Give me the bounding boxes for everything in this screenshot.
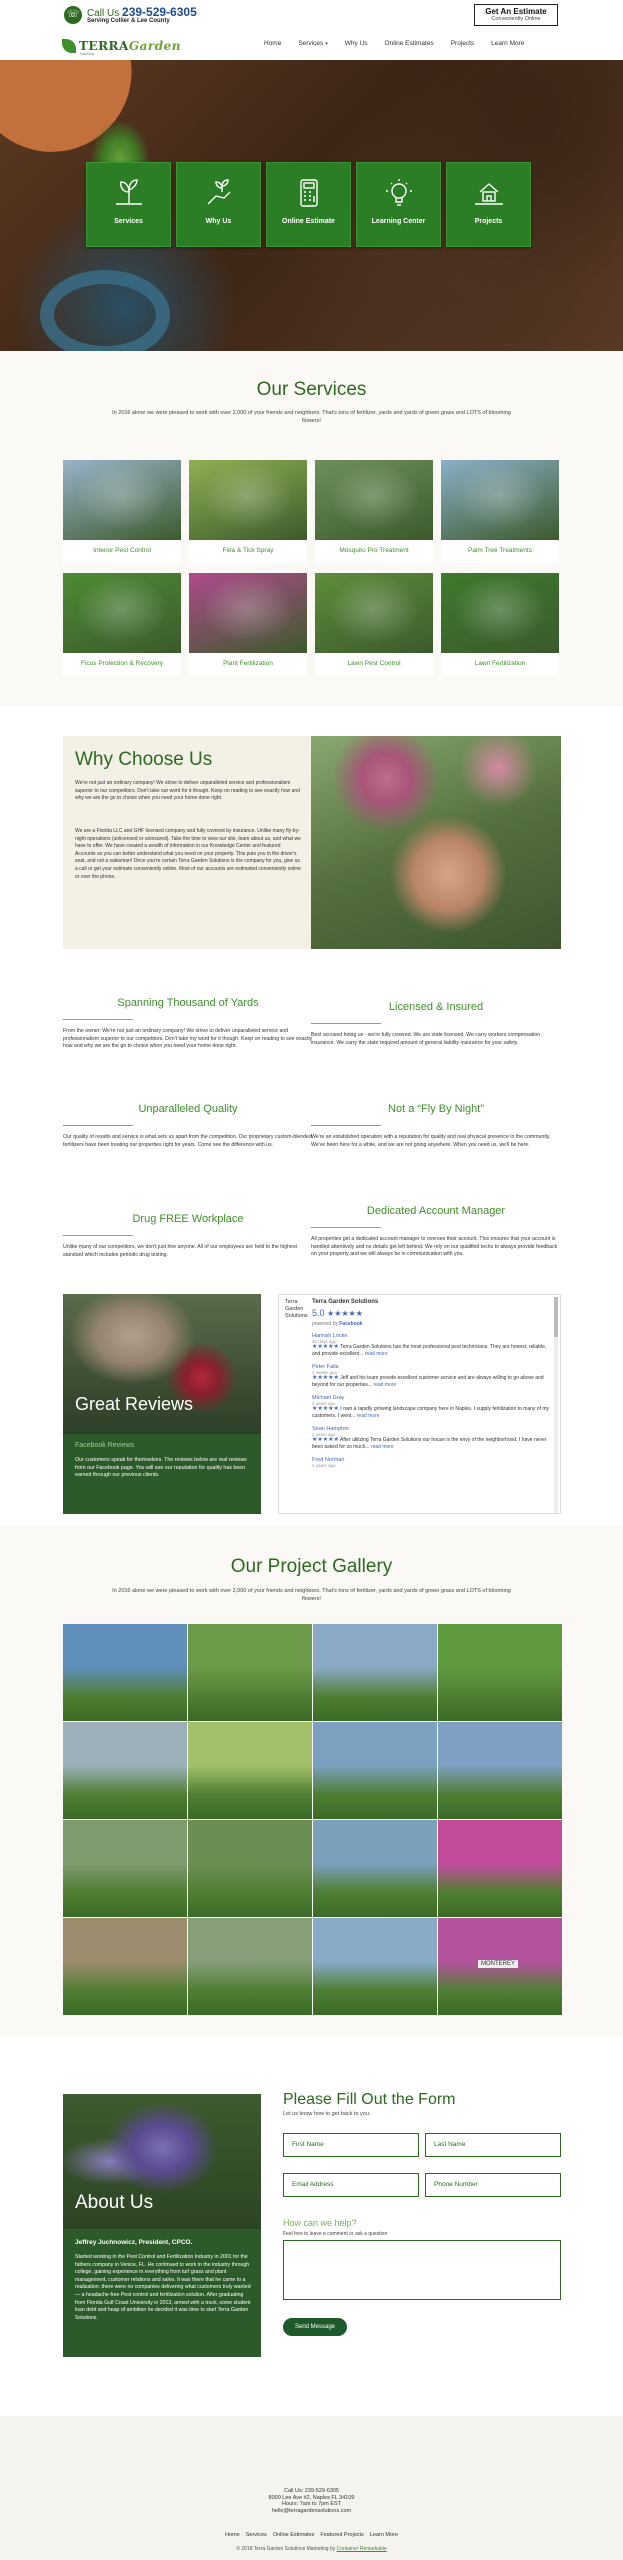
- service-image: [63, 573, 181, 653]
- nav-online-estimates[interactable]: Online Estimates: [384, 40, 434, 47]
- call-line[interactable]: [87, 5, 197, 19]
- tile-online-estimate-label: Online Estimate: [282, 218, 335, 225]
- about-name: Jeffrey Juchnowicz, President, CPCO.: [75, 2239, 193, 2246]
- feature-divider: [63, 1019, 133, 1020]
- review-date: 2 years ago: [312, 1463, 336, 1468]
- reviewer-name[interactable]: Fred Norman: [312, 1457, 345, 1463]
- feature-divider: [311, 1125, 381, 1126]
- review-date: 2 years ago: [312, 1401, 336, 1406]
- footer-email[interactable]: hello@terragardensolutions.com: [271, 2507, 352, 2514]
- why-photo: [311, 736, 561, 949]
- about-text: Started working in the Pest Control and Fertilization Industry in 2001 for the fathers company in Venice, FL. He continued to work in the industry through college, gaining experience in everything from turf grass and plant management, customer relations and sales. It was there that he came to a realization: there were no companies delivering what customers truly wanted — a headache-free Pest control and fertilization solution. After graduating from Florida Gulf Coast University in 2013, armed with a truck, some student loan debt and heap of ambition he decided it was time to start Terra Garden Solutions.: [75, 2254, 251, 2321]
- tile-online-estimate[interactable]: [266, 162, 351, 247]
- help-subtitle: Feel free to leave a comment or ask a question: [283, 2231, 388, 2237]
- form-subtitle: Let us know how to get back to you.: [283, 2111, 371, 2117]
- feature-spanning-yards: [63, 997, 313, 1051]
- service-image: [441, 460, 559, 540]
- tile-learning-center-label: Learning Center: [371, 218, 426, 225]
- service-card[interactable]: [189, 573, 307, 676]
- gallery-photo[interactable]: [188, 1624, 312, 1721]
- star-rating-icon: ★★★★★: [327, 1309, 363, 1318]
- chevron-down-icon: ▾: [325, 41, 328, 47]
- gallery-photo[interactable]: [63, 1918, 187, 2015]
- feature-title: Licensed & Insured: [388, 1001, 484, 1013]
- feature-divider: [311, 1227, 381, 1228]
- tile-learning-center[interactable]: [356, 162, 441, 247]
- service-image: [441, 573, 559, 653]
- tile-services-label: Services: [114, 218, 143, 225]
- reviewer-name[interactable]: Hannah Locke: [312, 1333, 348, 1339]
- service-card[interactable]: [441, 573, 559, 676]
- agency-link[interactable]: Container Remarkable: [336, 2546, 387, 2552]
- service-label: Interior Pest Control: [93, 547, 151, 554]
- feature-title: Drug FREE Workplace: [132, 1213, 244, 1225]
- gallery-photo[interactable]: [63, 1820, 187, 1917]
- review-date: 28 days ago: [312, 1339, 337, 1344]
- feature-licensed-insured: [311, 1001, 561, 1047]
- reviews-text: Our customers speak for themselves. The reviews below are real reviews from our Facebook page. You will see our reputation for quality has been earned through our previous clients.: [75, 1457, 247, 1478]
- footer-contact: [0, 2488, 623, 2514]
- gallery-photo[interactable]: [438, 1624, 562, 1721]
- about-photo: [63, 2094, 261, 2229]
- phone-icon: ☏: [64, 6, 82, 24]
- leaf-icon: [62, 39, 76, 53]
- tile-why-us-label: Why Us: [205, 218, 232, 225]
- about-title: About Us: [75, 2192, 154, 2213]
- service-image: [315, 460, 433, 540]
- reviews-panel: [63, 1294, 261, 1514]
- feature-text: Best accused hiring us - we're fully covered. We are state licensed. We carry workers compensation insurance. We carry the state required amount of general liability insurance for your safety.: [311, 1032, 541, 1046]
- monterey-sign: MONTEREY: [478, 1960, 518, 1968]
- feature-drug-free: [63, 1213, 313, 1259]
- footer-nav-home[interactable]: Home: [225, 2532, 240, 2538]
- read-more-link[interactable]: read more: [364, 1351, 388, 1357]
- scrollbar-thumb[interactable]: [554, 1297, 558, 1337]
- gallery-photo[interactable]: [438, 1918, 562, 2015]
- service-card[interactable]: [63, 573, 181, 676]
- footer-hours: Hours: 7am to 7pm EST: [282, 2501, 341, 2507]
- nav-services[interactable]: Services ▾: [298, 40, 328, 47]
- message-textarea[interactable]: [283, 2240, 561, 2300]
- feature-text: Our quality of results and service is what sets us apart from the competition. Our proprietary custom-blended fertilizers have been treating our properties right for years. Come see the difference with us.: [63, 1134, 312, 1148]
- feature-unparalleled-quality: [63, 1103, 313, 1149]
- feature-divider: [63, 1125, 133, 1126]
- feature-text: From the owner: We're not just an ordinary company! We strive to deliver unparalleled service and professionalism superior to our competitors. Don't take my word for it though. Keep on reading to see exactly how and why we are the go to choice when you need your home done right.: [63, 1028, 313, 1050]
- gallery-photo[interactable]: [63, 1722, 187, 1819]
- top-header: [0, 0, 623, 60]
- feature-not-fly-by-night: [311, 1103, 561, 1149]
- facebook-reviews-widget[interactable]: [278, 1294, 561, 1514]
- review-item: [312, 1426, 552, 1451]
- review-text: ★★★★★ I own a rapidly growing landscape company here in Naples. I supply fertilization to many of my customers. I went... read more: [312, 1406, 550, 1419]
- review-date: 2 years ago: [312, 1432, 336, 1437]
- gallery-photo[interactable]: [313, 1918, 437, 2015]
- logo-tagline: Solutions: [80, 52, 95, 56]
- reviews-title: Great Reviews: [75, 1394, 194, 1414]
- why-paragraph-2: We are a Florida LLC and GHF licensed company and fully covered by insurance. Unlike many fly-by-night operations (unlicensed or uninsured). Take the time to view our site, learn about us, and what we have to offer. We have created a wealth of information in our Knowledge Center and featured Accounts so you can better understand what you need on your property. This puts you in the driver's seat, and not a salesman! Once you're certain Terra Garden Solutions is the company for you, give us a call or get your estimate conveniently online. Most of our accounts are estimated conveniently online or over the phone.: [75, 828, 301, 880]
- gallery-grid: [63, 1624, 562, 2015]
- widget-scrollbar[interactable]: [554, 1297, 558, 1513]
- hero-garden-hose: [40, 270, 170, 351]
- tile-projects-label: Projects: [474, 218, 503, 225]
- nav-why-us[interactable]: Why Us: [344, 40, 368, 47]
- first-name-field[interactable]: First Name: [283, 2133, 419, 2157]
- service-label: Mosquito Pro Treatment: [339, 547, 409, 554]
- help-title: How can we help?: [283, 2218, 357, 2228]
- hero-tiles: [86, 162, 531, 247]
- review-item: [312, 1457, 552, 1468]
- plant-hand-icon: [112, 178, 146, 208]
- gallery-section: [0, 1526, 623, 2036]
- widget-powered-by: powered by Facebook: [312, 1321, 363, 1327]
- gallery-photo[interactable]: [438, 1820, 562, 1917]
- gallery-photo[interactable]: [188, 1722, 312, 1819]
- read-more-link[interactable]: read more: [373, 1382, 397, 1388]
- calculator-icon: [292, 178, 326, 208]
- footer-nav-learn-more[interactable]: Learn More: [369, 2532, 398, 2538]
- service-image: [189, 573, 307, 653]
- reviews-photo: [63, 1294, 261, 1434]
- review-text: ★★★★★ After utilizing Terra Garden Solutions our house is the envy of the neighborhood. I have never been asked for so much... read more: [312, 1437, 547, 1450]
- gallery-photo[interactable]: [188, 1918, 312, 2015]
- review-list: [312, 1333, 552, 1474]
- reviewer-name[interactable]: Sean Hampton: [312, 1426, 349, 1432]
- gallery-photo[interactable]: [188, 1820, 312, 1917]
- read-more-link[interactable]: read more: [356, 1413, 380, 1419]
- reviewer-name[interactable]: Peter Falla: [312, 1364, 339, 1370]
- service-label: Palm Tree Treatments: [468, 547, 532, 554]
- service-label: Lawn Fertilization: [474, 660, 526, 667]
- house-landscape-icon: [472, 178, 506, 208]
- review-date: 2 weeks ago: [312, 1370, 338, 1375]
- serving-area: Serving Collier & Lee County: [87, 18, 170, 24]
- services-title: Our Services: [256, 379, 367, 400]
- lightbulb-icon: [382, 178, 416, 208]
- footer-nav: [0, 2532, 623, 2538]
- widget-brand[interactable]: Terra Garden Solutions: [312, 1299, 379, 1305]
- about-card: [63, 2094, 261, 2357]
- nav-learn-more[interactable]: Learn More: [491, 40, 525, 47]
- tile-services[interactable]: [86, 162, 171, 247]
- feature-text: All properties get a dedicated account manager to oversee their account. This ensures that your account is handled attentively and no details get left behind. We rely on our qualified techs to always provide feedback on your property and we will always be in communication with you.: [311, 1236, 558, 1258]
- footer-nav-online-estimates[interactable]: Online Estimates: [272, 2532, 315, 2538]
- footer-copyright: © 2018 Terra Garden Solutions Marketing by Container Remarkable: [236, 2546, 387, 2552]
- service-label: Plant Fertilization: [223, 660, 273, 667]
- phone-field[interactable]: Phone Number: [425, 2173, 561, 2197]
- why-section: [0, 706, 623, 956]
- services-grid: [63, 460, 559, 676]
- widget-page-name: Terra Garden Solutions: [285, 1299, 308, 1319]
- feature-divider: [63, 1235, 133, 1236]
- footer-nav-services[interactable]: Services: [245, 2532, 267, 2538]
- call-prefix: Call Us: [87, 8, 120, 19]
- gallery-photo[interactable]: [63, 1624, 187, 1721]
- service-card[interactable]: [63, 460, 181, 563]
- gallery-title: Our Project Gallery: [230, 1556, 393, 1577]
- gallery-photo[interactable]: [313, 1722, 437, 1819]
- service-card[interactable]: [189, 460, 307, 563]
- service-label: Flea & Tick Spray: [222, 547, 274, 554]
- review-text: ★★★★★ Terra Garden Solutions has the most professional pest technicians. They are honest, reliable, and provide excellent... read more: [312, 1344, 547, 1357]
- services-subtitle: In 2016 alone we were pleased to work with over 2,000 of your friends and neighbors. That's tons of fertilizer, yards and yards of green grass and LOTS of blooming flowers!: [112, 410, 511, 424]
- service-label: Ficus Protection & Recovery: [80, 660, 163, 667]
- reviewer-name[interactable]: Michael Gray: [312, 1395, 345, 1401]
- feature-title: Not a “Fly By Night”: [388, 1103, 484, 1115]
- service-image: [189, 460, 307, 540]
- service-label: Lawn Pest Control: [347, 660, 401, 667]
- feature-title: Dedicated Account Manager: [366, 1205, 506, 1217]
- main-nav: [264, 40, 524, 47]
- review-text: ★★★★★ Jeff and his team provide excellent customer service and are always willing to go above and beyond for our properties... read more: [312, 1375, 544, 1388]
- facebook-link[interactable]: Facebook: [339, 1321, 363, 1327]
- service-image: [63, 460, 181, 540]
- site-footer: [0, 2416, 623, 2560]
- nav-home[interactable]: Home: [264, 40, 282, 47]
- phone-number[interactable]: 239-529-6305: [122, 5, 197, 19]
- footer-address: 8000 Lee Ave #2, Naples FL 34109: [268, 2494, 355, 2501]
- review-item: [312, 1395, 552, 1420]
- footer-phone[interactable]: Call Us: 239-529-6305: [283, 2488, 340, 2494]
- widget-rating: 5.0 ★★★★★: [312, 1308, 363, 1318]
- service-card[interactable]: [315, 573, 433, 676]
- send-message-button[interactable]: Send Message: [283, 2318, 347, 2336]
- gallery-photo[interactable]: [313, 1624, 437, 1721]
- read-more-link[interactable]: read more: [370, 1444, 394, 1450]
- form-title: Please Fill Out the Form: [283, 2091, 456, 2108]
- email-field[interactable]: Email Address: [283, 2173, 419, 2197]
- feature-title: Spanning Thousand of Yards: [117, 997, 259, 1009]
- get-estimate-button[interactable]: [474, 4, 558, 26]
- reviews-subtitle: Facebook Reviews: [75, 1442, 135, 1449]
- feature-title: Unparalleled Quality: [138, 1103, 238, 1115]
- services-section: [0, 351, 623, 706]
- contact-section: [0, 2036, 623, 2416]
- hero-banner: [0, 60, 623, 351]
- feature-text: Unlike many of our competitors, we don't just hire anyone. All of our employees are held to the highest standard which includes periodic drug testing.: [63, 1244, 297, 1258]
- service-image: [315, 573, 433, 653]
- feature-divider: [311, 1023, 381, 1024]
- footer-nav-featured-projects[interactable]: Featured Projects: [320, 2532, 364, 2538]
- review-item: [312, 1364, 552, 1389]
- service-card[interactable]: [441, 460, 559, 563]
- nav-projects[interactable]: Projects: [450, 40, 475, 47]
- last-name-field[interactable]: Last Name: [425, 2133, 561, 2157]
- feature-account-manager: [311, 1205, 561, 1259]
- review-item: [312, 1333, 552, 1358]
- service-card[interactable]: [315, 460, 433, 563]
- tile-projects[interactable]: [446, 162, 531, 247]
- why-title: Why Choose Us: [75, 749, 213, 770]
- estimate-line1: Get An Estimate: [485, 7, 547, 16]
- tile-why-us[interactable]: [176, 162, 261, 247]
- why-text-box: [63, 736, 311, 949]
- gallery-photo[interactable]: [313, 1820, 437, 1917]
- why-paragraph-1: We're not just an ordinary company! We strive to deliver unparalleled service and professionalism superior to our competitors. Don't take our word for it though. Keep on reading to see exactly how and why we are the go to choice when you need your home done right.: [75, 780, 300, 802]
- hand-plant-icon: [202, 178, 236, 208]
- estimate-line2: Conveniently Online: [491, 16, 541, 22]
- gallery-subtitle: In 2016 alone we were pleased to work with over 2,000 of your friends and neighbors. That's tons of fertilizer, yards and yards of green grass and LOTS of blooming flowers!: [112, 1588, 511, 1602]
- logo-text: TERRAGarden: [79, 39, 181, 53]
- feature-text: We're an established operation with a reputation for quality and real physical presence in the community. We've been here for a while, and we are not going anywhere. When you need us, we'll be here.: [311, 1134, 551, 1148]
- gallery-photo[interactable]: [438, 1722, 562, 1819]
